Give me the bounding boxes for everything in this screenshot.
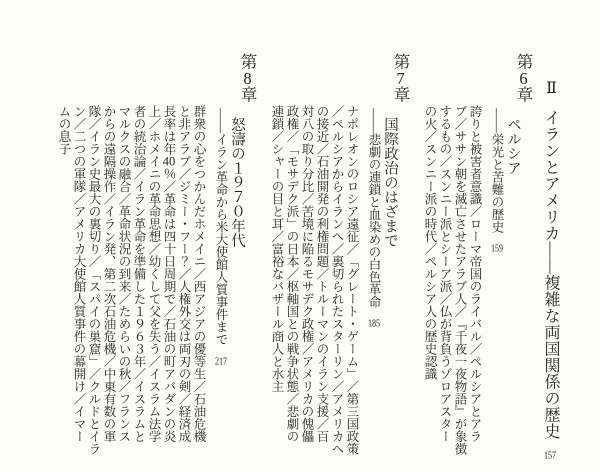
chapter-6-section: [422, 53, 533, 455]
description-line: 者の統治論／イラン革命を準備した１９６３年／イスラムと: [132, 105, 146, 443]
description-line: 上／ホメイニの革命思想／幼くして父を失う／イスラム法学: [147, 105, 161, 443]
part-header: [536, 53, 564, 461]
description-line: の火／スンニー派の時代／ペルシア人の歴史認識: [423, 105, 437, 380]
chapter-6-subtitle-text: ――栄光と苦難の歴史: [490, 108, 504, 233]
part-numeral: Ⅱ: [542, 78, 559, 98]
chapter-6-description: [422, 53, 482, 455]
chapter-7-description: [269, 53, 359, 455]
chapter-7-title: 国際政治のはざまで: [382, 117, 398, 248]
description-line: 誇りと被害者意識／ローマ帝国のライバル／ペルシアとアラ: [468, 105, 482, 443]
description-line: ナポレオンのロシア遠征／「グレート・ゲーム」／第三国政策: [345, 105, 359, 455]
part-page-number: 157: [543, 449, 557, 461]
chapter-7-subtitle-text: ――悲劇の連鎖と血染めの白色革命: [367, 108, 381, 308]
chapter-6-subtitle: [489, 53, 504, 452]
chapter-8-heading: 第8章: [238, 53, 257, 103]
chapter-8-subtitle-text: ――イラン革命から米大使館人質事件まで: [214, 108, 228, 346]
description-line: と非アラブ／ジミー・フー？／人権外交は両刃の剣／経済成: [177, 105, 191, 443]
description-line: 政権／「モサデク派」の日本／枢軸国との戦争状態／悲劇の: [285, 105, 299, 443]
description-line: 隊／イラン史最大の裏切り／「スパイの巣窟」／クルドとイラ: [87, 105, 101, 455]
chapter-6-page-number: 159: [490, 243, 504, 254]
chapter-8-section: [56, 53, 257, 455]
description-line: ／ペルシアからイランへ／裏切られたスターリン／アメリカへ: [330, 105, 344, 455]
description-line: 長率は年40％／革命は四十日周期で／石油の町アバダンの炎: [162, 105, 176, 443]
description-line: するもの／スンニー派とシーア派／仏が背負うゾロアスター: [438, 105, 452, 443]
chapter-7-subtitle: [366, 53, 381, 452]
chapter-7-heading: 第7章: [391, 53, 410, 103]
chapter-8-title: 怒濤の１９７０年代: [229, 117, 245, 248]
description-line: 連鎖／シャーの目と耳／富裕なバザール商人と水主: [270, 105, 284, 393]
description-line: 対八の取り分比／苦境に陥るモサデク政権／アメリカの傀儡: [300, 105, 314, 443]
chapter-8-subtitle: [213, 53, 228, 452]
description-line: ン／二つの軍隊／アメリカ大使館人質事件の幕開け／イマー: [72, 105, 86, 443]
description-line: マルクスの融合／革命状況の到来／ためらいの秋／フランス: [117, 105, 131, 443]
description-line: の接近／石油開発の利権問題／トルーマンのイラン支援／百: [315, 105, 329, 443]
chapter-8-description: [56, 53, 206, 455]
description-line: 群衆の心をつかんだホメイニ／西アジアの優等生／石油危機: [192, 105, 206, 443]
description-line: ブ／ササン朝を滅亡させたアラブ人／『千夜一夜物語』が象徴: [453, 105, 467, 455]
chapter-7-section: [269, 53, 410, 455]
chapter-8-page-number: 217: [214, 355, 228, 367]
description-line: ムの息子: [57, 105, 71, 155]
chapter-6-heading: 第6章: [514, 53, 533, 103]
chapter-7-page-number: 185: [367, 318, 381, 329]
part-title: イランとアメリカ――複雑な両国関係の歴史: [542, 109, 559, 440]
chapter-6-title: ペルシア: [505, 117, 521, 175]
description-line: からの遠隔操作／イラン発、第二次石油危機／中東有数の軍: [102, 105, 116, 443]
